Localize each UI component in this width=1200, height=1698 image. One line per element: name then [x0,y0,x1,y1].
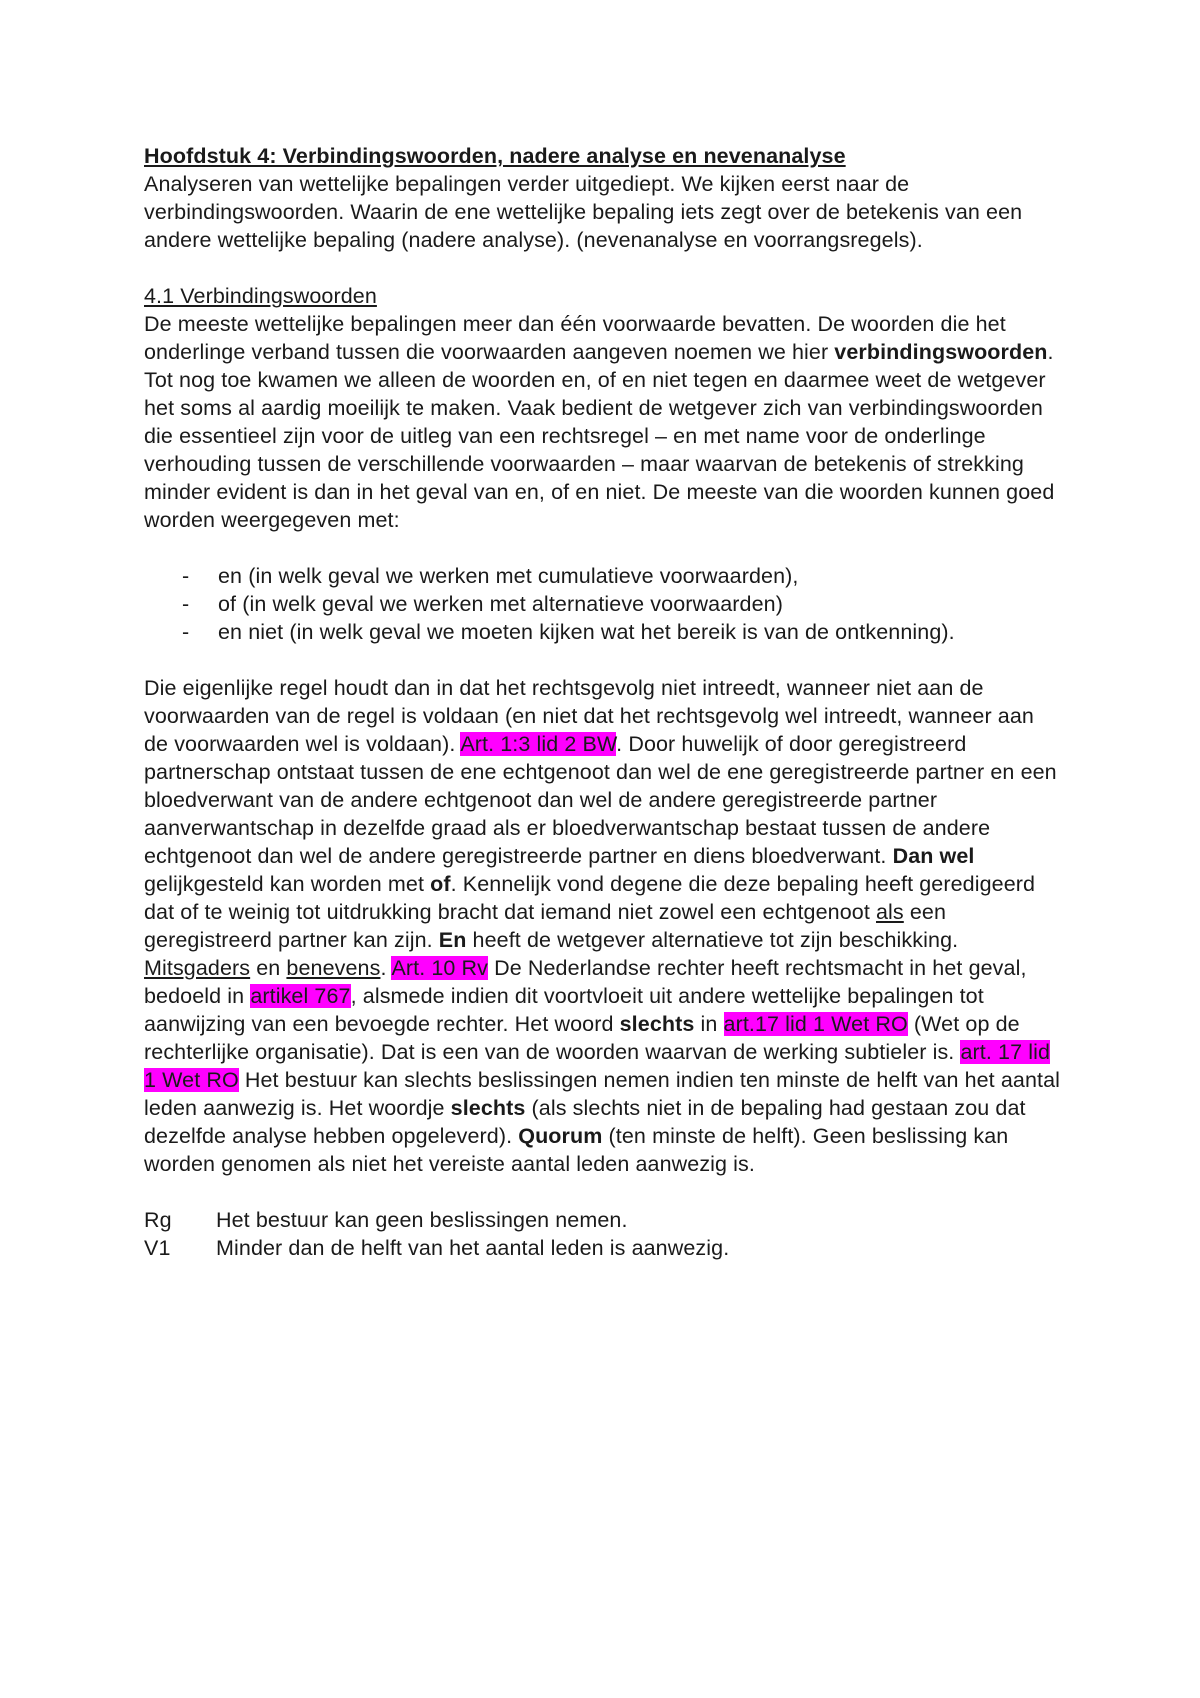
text-run: en [250,956,287,980]
text-run: een geregistreerd partner kan zijn. [144,900,947,952]
text-run: , alsmede indien dit voortvloeit uit andere wettelijke bepalingen tot aanwijzing van een bevoegde rechter. Het woord [144,984,984,1036]
spacer [144,534,1064,562]
highlight-article-ref: artikel 767 [250,984,351,1008]
text-run: . [380,956,392,980]
bold-term: slechts [619,1012,695,1036]
rule-row [144,1206,1064,1234]
bold-term: Dan wel [892,844,975,868]
bold-term: Quorum [518,1124,603,1148]
list-dash: - [182,592,190,616]
chapter-title: Hoofdstuk 4: Verbindingswoorden, nadere analyse en nevenanalyse [144,144,846,168]
section-heading: 4.1 Verbindingswoorden [144,284,377,308]
bold-term: En [438,928,467,952]
bold-term: verbindingswoorden [834,340,1048,364]
paragraph-verbindingswoorden [144,310,1064,534]
list-dash: - [182,564,190,588]
list-item [144,562,1064,590]
list-dash: - [182,620,190,644]
highlight-article-ref: art. 17 lid 1 Wet RO [144,1040,1051,1092]
text-run: (ten minste de helft). Geen beslissing kan worden genomen als niet het vereiste aantal leden aanwezig is. [144,1124,1009,1176]
text-run: (Wet op de rechterlijke organisatie). Dat is een van de woorden waarvan de werking subtieler is. [144,1012,1020,1064]
spacer [144,646,1064,674]
highlight-article-ref: art.17 lid 1 Wet RO [723,1012,908,1036]
rule-text: Minder dan de helft van het aantal leden is aanwezig. [216,1236,730,1260]
text-run: . Kennelijk vond degene die deze bepaling heeft geredigeerd dat of te weinig tot uitdrukking bracht dat iemand niet zowel een echtgenoot [144,872,1036,924]
text-run: . Door huwelijk of door geregistreerd partnerschap ontstaat tussen de ene echtgenoot dan wel de ene geregistreerde partner en een bloedverwant van de andere echtgenoot dan wel de andere geregistreerde partner aanverwantschap in dezelfde graad als er bloedverwantschap bestaat tussen de andere echtgenoot dan wel de andere geregistreerde partner en diens bloedverwant. [144,732,1057,868]
text-run: (als slechts niet in de bepaling had gestaan zou dat dezelfde analyse hebben opgeleverd). [144,1096,1026,1148]
rule-key: V1 [144,1236,171,1260]
document-page [144,142,1064,1262]
text-run: De meeste wettelijke bepalingen meer dan één voorwaarde bevatten. De woorden die het onderlinge verband tussen die voorwaarden aangeven noemen we hier [144,312,1006,364]
underlined-term: Mitsgaders [144,956,251,980]
bold-term: of [430,872,451,896]
text-run: Die eigenlijke regel houdt dan in dat het rechtsgevolg niet intreedt, wanneer niet aan de voorwaarden van de regel is voldaan (en niet dat het rechtsgevolg wel intreedt, wanneer aan de voorwaarden wel is voldaan). [144,676,1034,756]
connector-list [144,562,1064,646]
list-item-text: en (in welk geval we werken met cumulatieve voorwaarden), [218,564,799,588]
paragraph-analysis [144,674,1064,1178]
list-item [144,590,1064,618]
highlight-article-ref: Art. 10 Rv [391,956,489,980]
rule-key: Rg [144,1208,172,1232]
list-item [144,618,1064,646]
text-run: Het bestuur kan slechts beslissingen nemen indien ten minste de helft van het aantal leden aanwezig is. Het woordje [144,1068,1061,1120]
spacer [144,254,1064,282]
intro-paragraph: Analyseren van wettelijke bepalingen verder uitgediept. We kijken eerst naar de verbindingswoorden. Waarin de ene wettelijke bepaling iets zegt over de betekenis van een andere wettelijke bepaling (nadere analyse). (nevenanalyse en voorrangsregels). [144,172,1023,252]
list-item-text: of (in welk geval we werken met alternatieve voorwaarden) [218,592,783,616]
rule-text: Het bestuur kan geen beslissingen nemen. [216,1208,628,1232]
highlight-article-ref: Art. 1:3 lid 2 BW [460,732,617,756]
text-run: heeft de wetgever alternatieve tot zijn beschikking. [466,928,959,952]
text-run: . Tot nog toe kwamen we alleen de woorden en, of en niet tegen en daarmee weet de wetgever het soms al aardig moeilijk te maken. Vaak bedient de wetgever zich van verbindingswoorden die essentieel zijn voor de uitleg van een rechtsregel – en met name voor de onderlinge verhouding tussen de verschillende voorwaarden – maar waarvan de betekenis of strekking minder evident is dan in het geval van en, of en niet. De meeste van die woorden kunnen goed worden weergegeven met: [144,340,1055,532]
bold-term: slechts [450,1096,526,1120]
list-item-text: en niet (in welk geval we moeten kijken wat het bereik is van de ontkenning). [218,620,955,644]
underlined-term: als [876,900,904,924]
text-run: De Nederlandse rechter heeft rechtsmacht in het geval, bedoeld in [144,956,1027,1008]
text-run: gelijkgesteld kan worden met [144,872,431,896]
rule-row [144,1234,1064,1262]
spacer [144,1178,1064,1206]
underlined-term: benevens [286,956,381,980]
text-run: in [694,1012,724,1036]
